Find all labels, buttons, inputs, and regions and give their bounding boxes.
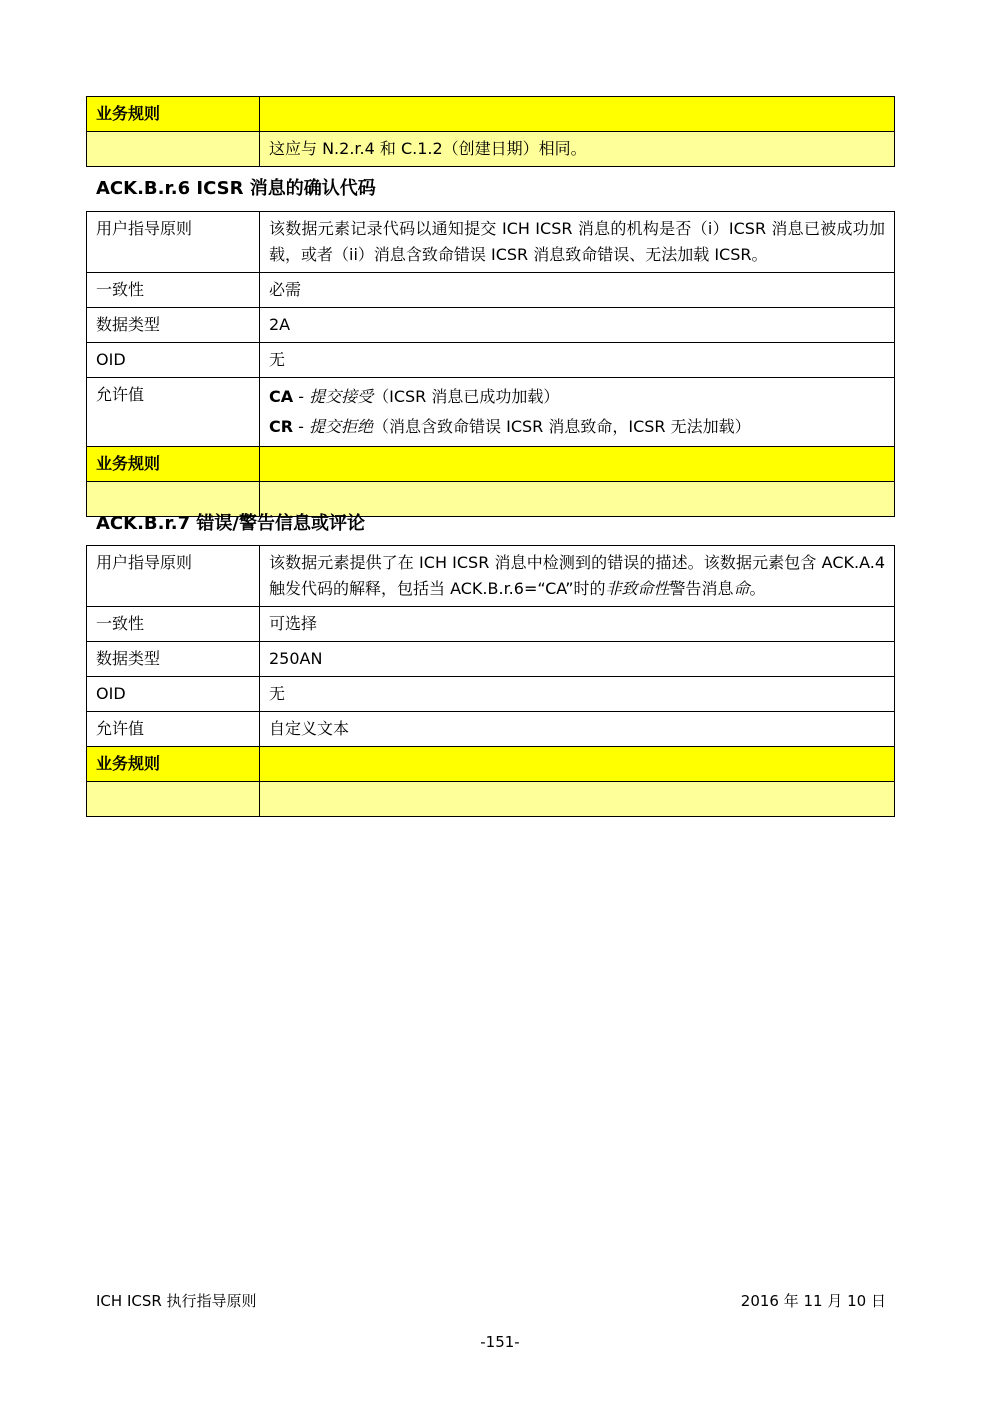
- rule-empty: [260, 782, 895, 817]
- guide-label: 用户指导原则: [87, 212, 260, 273]
- guide-text-emphasis-2: 命: [733, 579, 750, 598]
- allowed-label: 允许值: [87, 712, 260, 747]
- guide-label: 用户指导原则: [87, 546, 260, 607]
- datatype-value: 2A: [260, 308, 895, 343]
- allowed-sep: -: [293, 417, 310, 436]
- allowed-desc: （ICSR 消息已成功加载）: [373, 387, 560, 406]
- allowed-value-ca: [269, 382, 885, 412]
- rule-label: 业务规则: [87, 747, 260, 782]
- footer-date: 2016 年 11 月 10 日: [740, 1292, 886, 1310]
- allowed-sep: -: [293, 387, 310, 406]
- rule-label: 业务规则: [87, 97, 260, 132]
- allowed-term: 提交接受: [309, 387, 374, 406]
- table-row: [87, 273, 895, 308]
- guide-text-c: 。: [749, 579, 766, 598]
- rule-label-empty: [87, 132, 260, 167]
- table-row: [87, 642, 895, 677]
- rule-label: 业务规则: [87, 447, 260, 482]
- table-business-rule-continuation: [86, 96, 895, 167]
- allowed-code: CR: [269, 417, 294, 436]
- table-row: [87, 607, 895, 642]
- rule-header-empty: [260, 747, 895, 782]
- footer-document-title: ICH ICSR 执行指导原则: [96, 1292, 257, 1310]
- table-row: [87, 97, 895, 132]
- allowed-term: 提交拒绝: [309, 417, 374, 436]
- table-row: [87, 212, 895, 273]
- allowed-label: 允许值: [87, 378, 260, 447]
- table-row: [87, 677, 895, 712]
- allowed-value: 自定义文本: [260, 712, 895, 747]
- table-row: [87, 447, 895, 482]
- allowed-code: CA: [269, 387, 294, 406]
- oid-label: OID: [87, 343, 260, 378]
- page-number: -151-: [480, 1333, 520, 1351]
- rule-empty: [87, 782, 260, 817]
- table-ack-b-r-6: [86, 211, 895, 517]
- datatype-value: 250AN: [260, 642, 895, 677]
- table-row: [87, 712, 895, 747]
- rule-header-empty: [260, 447, 895, 482]
- datatype-label: 数据类型: [87, 642, 260, 677]
- guide-text-emphasis: 非致命性: [605, 579, 670, 598]
- datatype-label: 数据类型: [87, 308, 260, 343]
- conformance-label: 一致性: [87, 273, 260, 308]
- section-heading-ack-b-r-7: ACK.B.r.7 错误/警告信息或评论: [96, 513, 365, 534]
- conformance-value: 可选择: [260, 607, 895, 642]
- table-row: [87, 343, 895, 378]
- oid-value: 无: [260, 343, 895, 378]
- guide-text: [260, 546, 895, 607]
- table-row: [87, 132, 895, 167]
- conformance-value: 必需: [260, 273, 895, 308]
- table-ack-b-r-7: [86, 545, 895, 817]
- oid-value: 无: [260, 677, 895, 712]
- allowed-values: [260, 378, 895, 447]
- table-row: [87, 782, 895, 817]
- rule-header-empty: [260, 97, 895, 132]
- allowed-value-cr: [269, 412, 885, 442]
- guide-text: 该数据元素记录代码以通知提交 ICH ICSR 消息的机构是否（i）ICSR 消息已被成功加载，或者（ii）消息含致命错误 ICSR 消息致命错误、无法加载 ICSR。: [260, 212, 895, 273]
- table-row: [87, 546, 895, 607]
- rule-text: 这应与 N.2.r.4 和 C.1.2（创建日期）相同。: [260, 132, 895, 167]
- allowed-desc: （消息含致命错误 ICSR 消息致命，ICSR 无法加载）: [373, 417, 751, 436]
- conformance-label: 一致性: [87, 607, 260, 642]
- oid-label: OID: [87, 677, 260, 712]
- guide-text-a: 该数据元素提供了在 ICH ICSR 消息中检测到的错误的描述。该数据元素包含 ACK.A.4 触发代码的解释，包括当 ACK.B.r.6=“CA”时的: [269, 553, 885, 598]
- table-row: [87, 308, 895, 343]
- table-row: [87, 378, 895, 447]
- guide-text-b: 警告消息: [669, 579, 734, 598]
- table-row: [87, 747, 895, 782]
- section-heading-ack-b-r-6: ACK.B.r.6 ICSR 消息的确认代码: [96, 178, 376, 199]
